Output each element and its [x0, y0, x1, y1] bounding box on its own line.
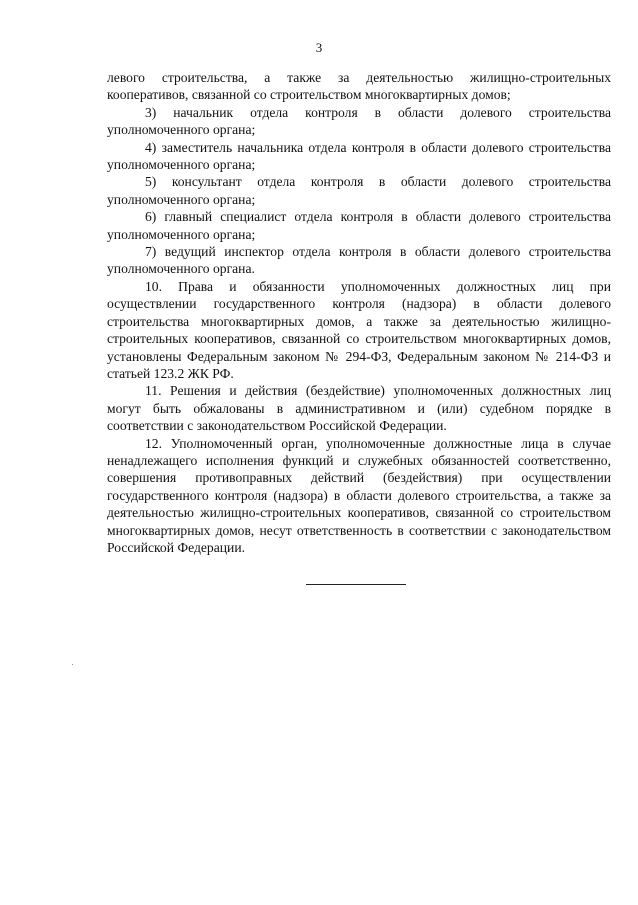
clause-12: 12. Уполномоченный орган, уполномоченные должностные лица в случае ненадлежащего исполнения функций и служебных обязанностей соответственно, совершения противоправных действий (бездействия) при осуществлении государственного контроля (надзора) в области долевого строительства, а также за деятельностью жилищно-строительных кооперативов, связанной со строительством многоквартирных домов, несут ответственность в соответствии с законодательством Российской Федерации.: [107, 435, 611, 555]
document-body: [107, 69, 611, 556]
page-number: 3: [315, 40, 323, 55]
scan-artifact: [72, 664, 73, 665]
list-item-3: 3) начальник отдела контроля в области долевого строительства уполномоченного органа;: [107, 104, 611, 138]
list-item-7: 7) ведущий инспектор отдела контроля в области долевого строительства уполномоченного органа.: [107, 244, 611, 277]
list-item-4: 4) заместитель начальника отдела контроля в области долевого строительства уполномоченного органа;: [107, 139, 611, 173]
clause-11: 11. Решения и действия (бездействие) уполномоченных должностных лиц могут быть обжалованы в административном и (или) судебном порядке в соответствии с законодательством Российской Федерации.: [107, 383, 611, 434]
paragraph-continuation: левого строительства, а также за деятельностью жилищно-строительных кооперативов, связанной со строительством многоквартирных домов;: [107, 70, 611, 103]
list-item-5: 5) консультант отдела контроля в области долевого строительства уполномоченного органа;: [107, 174, 611, 207]
clause-10: 10. Права и обязанности уполномоченных должностных лиц при осуществлении государственного контроля (надзора) в области долевого строительства многоквартирных домов, а также за деятельностью жилищно-строительных кооперативов, связанной со строительством многоквартирных домов, установлены Федеральным законом № 294-ФЗ, Федеральным законом № 214-ФЗ и статьей 123.2 ЖК РФ.: [107, 278, 611, 381]
list-item-6: 6) главный специалист отдела контроля в области долевого строительства уполномоченного органа;: [107, 209, 611, 242]
end-of-document-rule: [306, 584, 406, 585]
